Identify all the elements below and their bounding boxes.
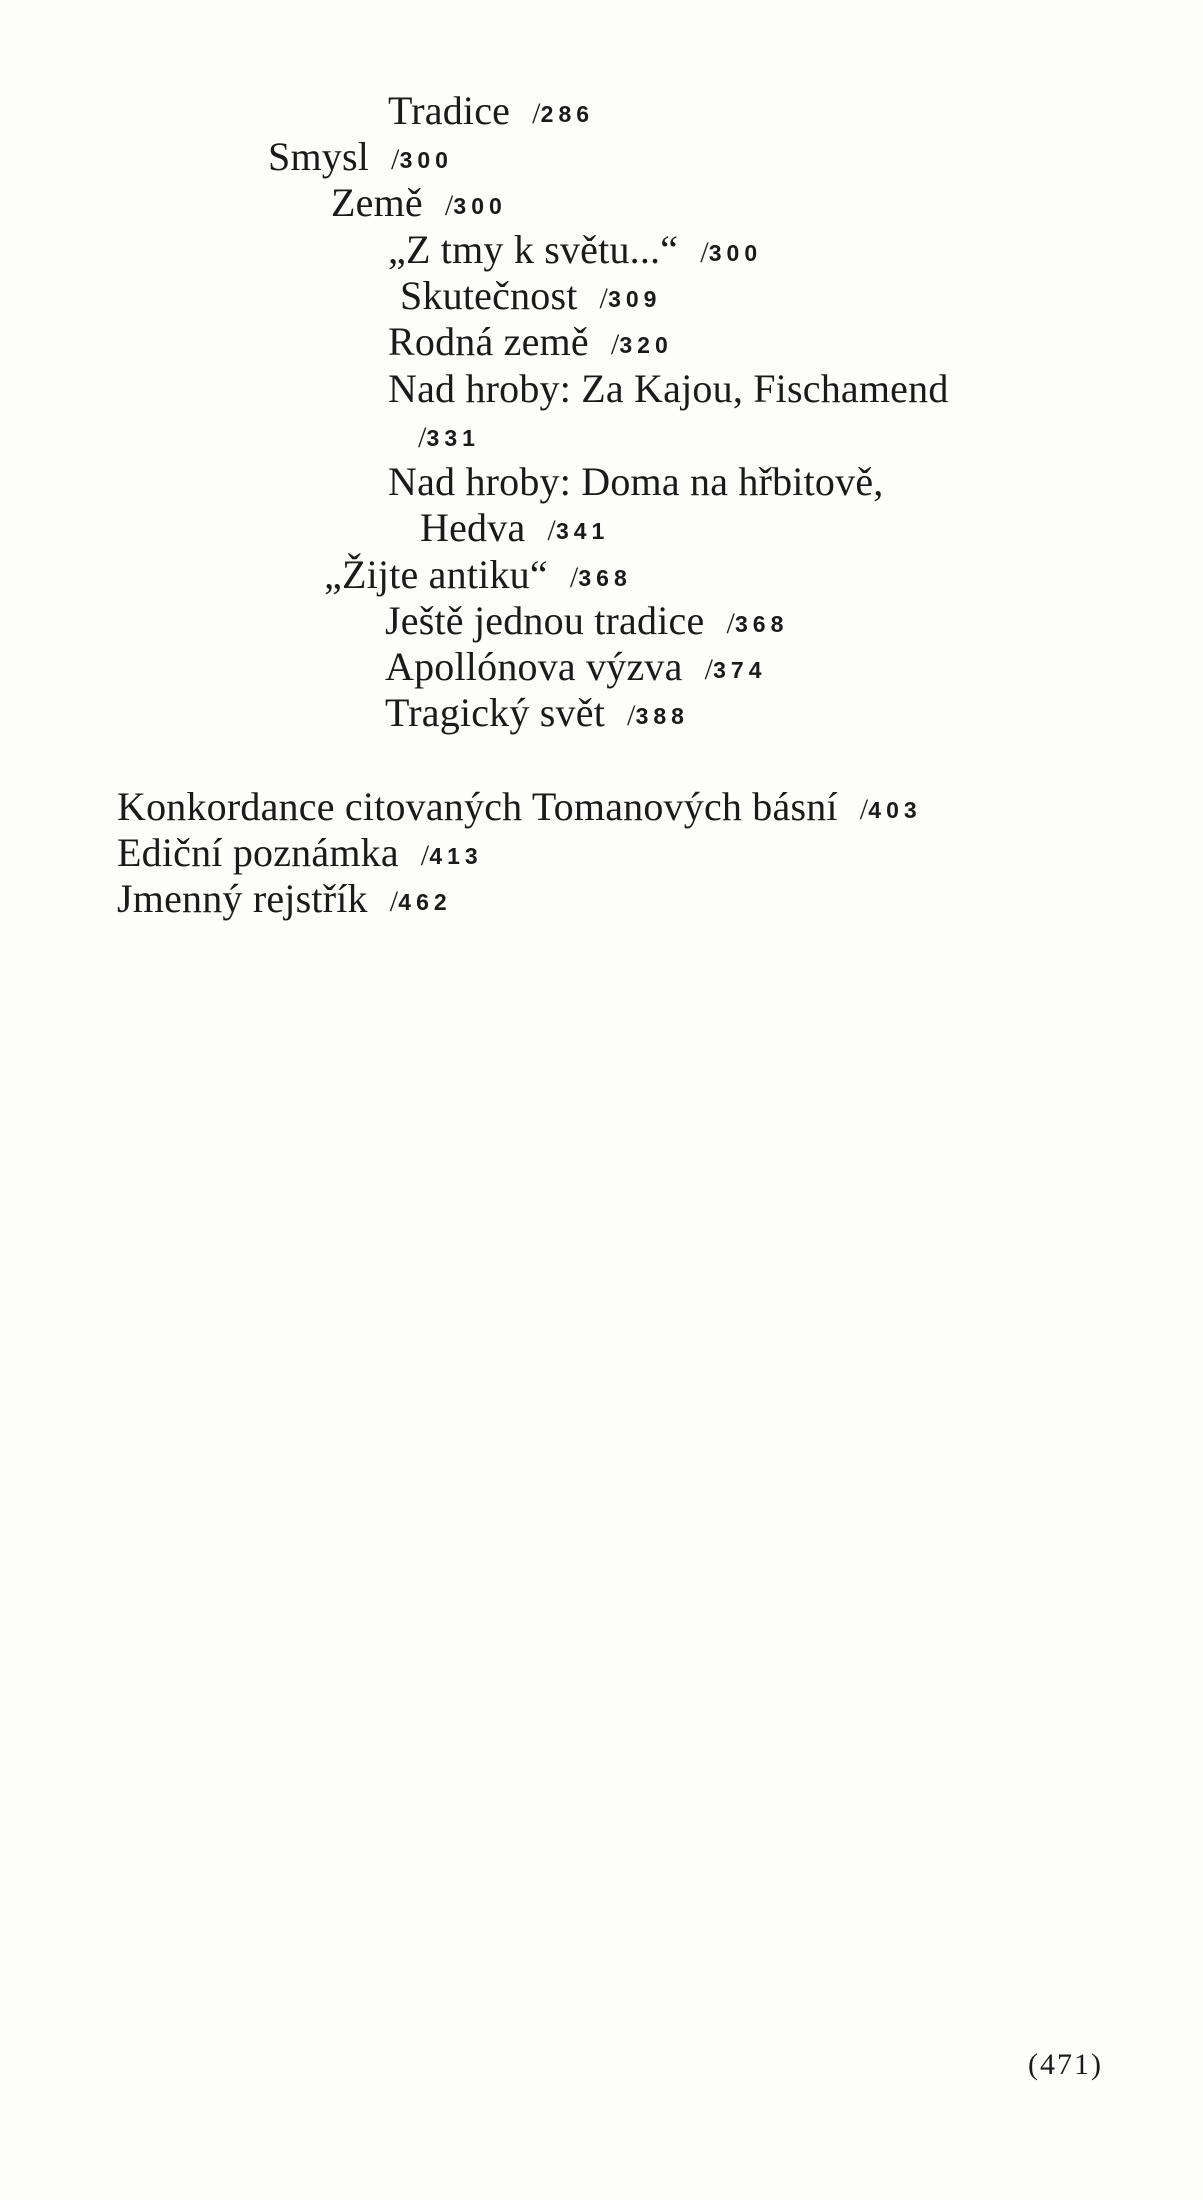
toc-entry-page: 300 [399,147,453,173]
toc-entry-jeste-jednou-tradice [385,598,788,647]
toc-entry-title: „Žijte antiku“ [324,552,548,597]
page-number: (471) [1028,2048,1103,2081]
toc-entry-konkordance [117,784,922,833]
toc-entry-title: Tragický svět [385,690,606,735]
toc-entry-smysl [268,134,453,183]
toc-entry-page: 368 [578,565,632,591]
toc-entry-tradice [388,88,594,137]
toc-entry-nad-hroby-za-kajou-page-line [418,412,480,461]
toc-entry-title: Rodná země [388,319,589,364]
page-separator: / [627,699,636,732]
toc-entry-edicni-poznamka [117,830,483,879]
toc-entry-title: Tradice [388,88,511,133]
toc-entry-skutecnost [400,273,661,322]
page-separator: / [418,421,427,454]
toc-entry-rodna-zeme [388,319,673,368]
page-separator: / [547,514,556,547]
toc-entry-zeme [331,180,507,229]
toc-entry-title: Ještě jednou tradice [385,598,705,643]
toc-entry-title: „Z tmy k světu...“ [388,227,679,272]
toc-entry-title: Smysl [268,134,370,179]
page-separator: / [420,839,430,872]
toc-entry-page: 331 [426,425,480,451]
toc-entry-jmenny-rejstrik [117,876,452,925]
toc-entry-page: 388 [635,703,689,729]
page-separator: / [532,97,541,130]
toc-entry-page: 374 [713,657,767,683]
toc-entry-page: 300 [708,240,763,266]
toc-entry-page: 403 [868,797,922,823]
page-separator: / [704,653,714,686]
toc-entry-page: 300 [453,193,507,219]
toc-entry-tragicky-svet [385,690,689,739]
toc-entry-zijte-antiku [324,552,632,601]
toc-entry-title: Nad hroby: Doma na hřbitově, [388,459,884,504]
page-separator: / [391,143,400,176]
toc-entry-apollonova-vyzva [385,644,767,693]
toc-entry-title: Země [331,180,423,225]
toc-entry-title: Apollónova výzva [385,644,683,689]
toc-entry-nad-hroby-za-kajou [388,366,949,412]
page-separator: / [859,793,869,826]
toc-entry-page: 320 [619,332,673,358]
toc-entry-page: 368 [734,611,789,637]
page-separator: / [599,282,609,315]
toc-entry-nad-hroby-doma [388,459,883,505]
page-separator: / [700,236,709,269]
page-separator: / [726,607,735,640]
toc-entry-title: Konkordance citovaných Tomanových básní [117,784,838,829]
toc-entry-page: 309 [608,286,662,312]
page-separator: / [444,189,454,222]
toc-entry-title: Jmenný rejstřík [117,876,368,921]
toc-entry-nad-hroby-doma-continuation [420,505,609,554]
page-separator: / [569,561,579,594]
toc-entry-title: Nad hroby: Za Kajou, Fischamend [388,366,949,411]
page-separator: / [610,328,620,361]
toc-entry-page: 341 [555,518,610,544]
page-separator: / [389,885,399,918]
toc-entry-page: 462 [398,889,452,915]
toc-entry-z-tmy-k-svetu [388,227,762,276]
toc-entry-title: Ediční poznámka [117,830,399,875]
toc-entry-continuation: Hedva [420,505,526,550]
toc-entry-page: 286 [540,101,595,127]
toc-entry-title: Skutečnost [400,273,578,318]
toc-entry-page: 413 [429,843,483,869]
